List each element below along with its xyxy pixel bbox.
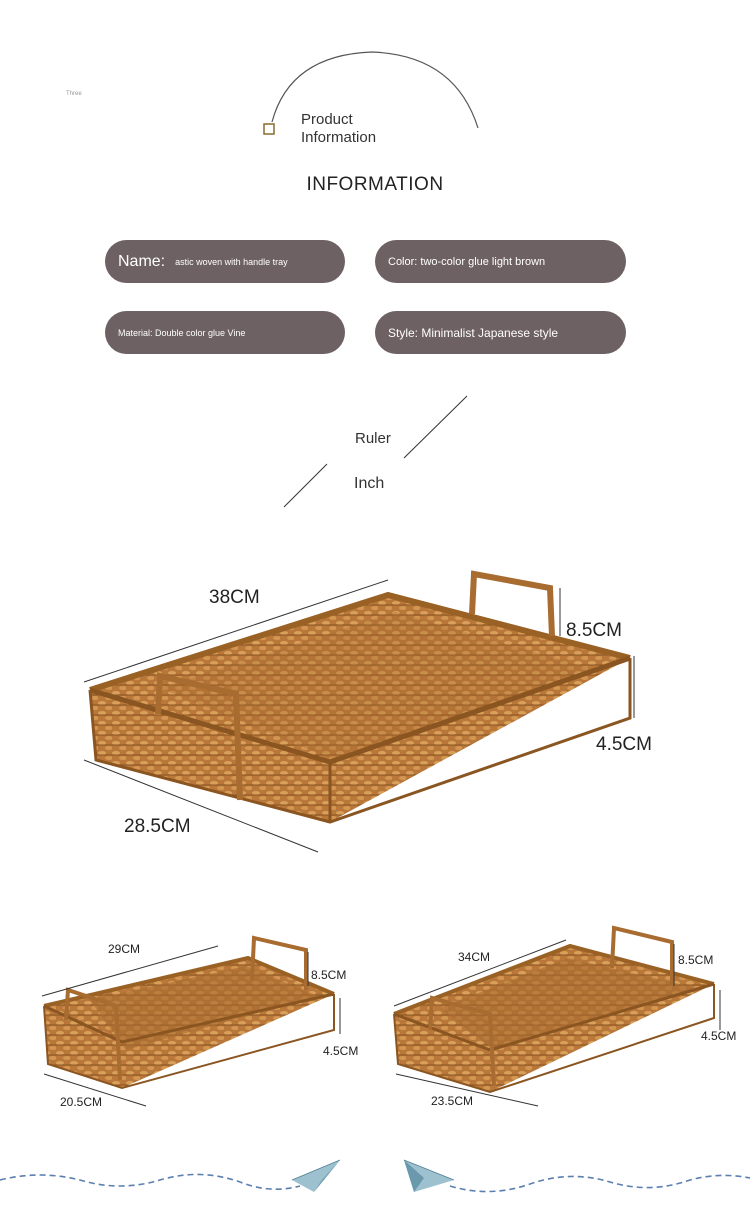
medium-tray-image [394,928,714,1092]
large-width-label: 28.5CM [124,816,191,837]
large-handle-height-label: 8.5CM [566,620,622,641]
footer-wave-left [0,1174,300,1189]
spec-pill-material [105,311,345,354]
header-square-icon [264,124,274,134]
name-value: astic woven with handle tray [175,256,288,267]
title-line-1: Product [301,111,353,128]
medium-handle-height-label: 8.5CM [678,953,714,967]
color-text: Color: two-color glue light brown [388,255,546,268]
paper-plane-right-icon [404,1160,454,1192]
material-text: Material: Double color glue Vine [118,327,246,338]
small-height-label: 4.5CM [323,1044,359,1058]
ruler-label: Ruler [355,430,391,447]
medium-height-label: 4.5CM [701,1029,737,1043]
footer-wave-right [450,1175,750,1191]
spec-pill-color [375,240,626,283]
small-handle-height-label: 8.5CM [311,968,347,982]
large-length-label: 38CM [209,587,260,608]
spec-pill-style [375,311,626,354]
small-length-label: 29CM [108,942,141,956]
medium-length-label: 34CM [458,950,491,964]
title-line-2: Information [301,129,377,146]
inch-label: Inch [354,475,385,492]
section-heading: INFORMATION [306,174,444,195]
large-tray-image [90,574,630,822]
small-width-label: 20.5CM [60,1095,103,1109]
spec-pill-name [105,240,345,283]
corner-caption: Three [66,91,82,97]
medium-width-label: 23.5CM [431,1094,474,1108]
product-information-title [301,111,421,147]
small-tray-image [44,938,334,1088]
large-height-label: 4.5CM [596,734,652,755]
inch-diagonal-line [284,464,327,507]
ruler-diagonal-line [404,396,467,458]
name-label: Name: [118,252,166,270]
paper-plane-left-icon [292,1160,340,1192]
style-text: Style: Minimalist Japanese style [388,325,559,340]
